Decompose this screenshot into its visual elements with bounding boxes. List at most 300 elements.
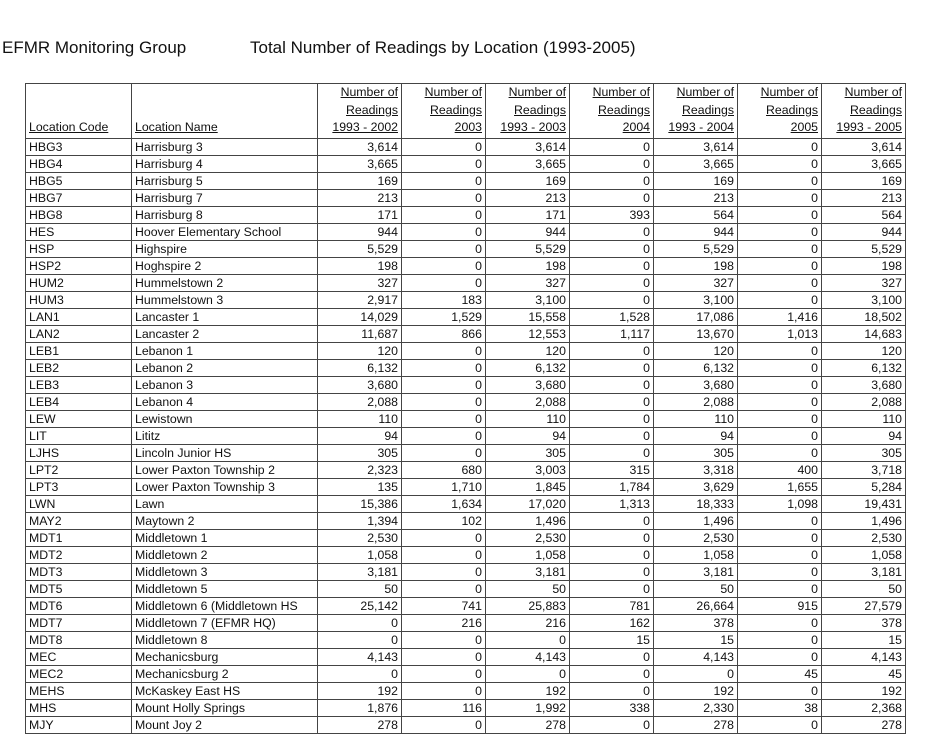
table-row bbox=[26, 716, 906, 733]
location-code-cell: MDT6 bbox=[26, 597, 132, 614]
readings-cell: 6,132 bbox=[486, 359, 570, 376]
table-body bbox=[26, 138, 906, 733]
readings-cell: 0 bbox=[570, 359, 654, 376]
location-name-cell: Lower Paxton Township 2 bbox=[132, 461, 318, 478]
table-row bbox=[26, 223, 906, 240]
table-row bbox=[26, 308, 906, 325]
readings-cell: 0 bbox=[402, 682, 486, 699]
readings-cell: 327 bbox=[654, 274, 738, 291]
table-row bbox=[26, 563, 906, 580]
location-code-cell: MEC2 bbox=[26, 665, 132, 682]
readings-cell: 0 bbox=[570, 172, 654, 189]
location-code-cell: MDT3 bbox=[26, 563, 132, 580]
readings-cell: 0 bbox=[570, 648, 654, 665]
readings-cell: 3,680 bbox=[486, 376, 570, 393]
readings-cell: 6,132 bbox=[318, 359, 402, 376]
readings-cell: 50 bbox=[654, 580, 738, 597]
location-name-cell: Lincoln Junior HS bbox=[132, 444, 318, 461]
group-name: EFMR Monitoring Group bbox=[2, 38, 187, 57]
readings-cell: 216 bbox=[486, 614, 570, 631]
readings-cell: 0 bbox=[738, 257, 822, 274]
column-header bbox=[822, 84, 906, 139]
readings-cell: 4,143 bbox=[654, 648, 738, 665]
location-name-cell: Hummelstown 2 bbox=[132, 274, 318, 291]
readings-cell: 0 bbox=[738, 359, 822, 376]
column-header-line: 1993 - 2005 bbox=[836, 120, 902, 134]
location-code-cell: MAY2 bbox=[26, 512, 132, 529]
location-code-cell: HES bbox=[26, 223, 132, 240]
location-code-cell: HSP2 bbox=[26, 257, 132, 274]
location-name-cell: Lebanon 2 bbox=[132, 359, 318, 376]
column-header bbox=[132, 84, 318, 139]
location-name-cell: Lebanon 4 bbox=[132, 393, 318, 410]
readings-cell: 0 bbox=[486, 631, 570, 648]
readings-cell: 6,132 bbox=[822, 359, 906, 376]
table-row bbox=[26, 376, 906, 393]
location-code-cell: LPT3 bbox=[26, 478, 132, 495]
readings-cell: 0 bbox=[318, 614, 402, 631]
readings-cell: 0 bbox=[570, 393, 654, 410]
location-code-cell: HUM3 bbox=[26, 291, 132, 308]
readings-cell: 0 bbox=[738, 529, 822, 546]
readings-cell: 94 bbox=[654, 427, 738, 444]
readings-cell: 110 bbox=[822, 410, 906, 427]
readings-cell: 1,496 bbox=[486, 512, 570, 529]
location-name-cell: Harrisburg 4 bbox=[132, 155, 318, 172]
readings-cell: 198 bbox=[654, 257, 738, 274]
column-header-line: Readings bbox=[682, 102, 734, 117]
location-name-cell: Harrisburg 8 bbox=[132, 206, 318, 223]
readings-cell: 169 bbox=[486, 172, 570, 189]
readings-cell: 213 bbox=[822, 189, 906, 206]
readings-cell: 25,142 bbox=[318, 597, 402, 614]
table-row bbox=[26, 138, 906, 155]
readings-cell: 315 bbox=[570, 461, 654, 478]
readings-cell: 2,368 bbox=[822, 699, 906, 716]
readings-cell: 213 bbox=[318, 189, 402, 206]
column-header bbox=[570, 84, 654, 139]
readings-cell: 0 bbox=[738, 427, 822, 444]
readings-cell: 13,670 bbox=[654, 325, 738, 342]
readings-cell: 213 bbox=[654, 189, 738, 206]
readings-cell: 0 bbox=[402, 155, 486, 172]
location-name-cell: McKaskey East HS bbox=[132, 682, 318, 699]
readings-cell: 1,496 bbox=[822, 512, 906, 529]
readings-cell: 45 bbox=[738, 665, 822, 682]
readings-cell: 338 bbox=[570, 699, 654, 716]
readings-cell: 1,876 bbox=[318, 699, 402, 716]
readings-cell: 0 bbox=[570, 257, 654, 274]
location-name-cell: Maytown 2 bbox=[132, 512, 318, 529]
readings-cell: 15 bbox=[822, 631, 906, 648]
table-row bbox=[26, 512, 906, 529]
readings-cell: 0 bbox=[738, 648, 822, 665]
readings-cell: 0 bbox=[570, 240, 654, 257]
readings-cell: 0 bbox=[738, 155, 822, 172]
column-header-line: Number of bbox=[340, 85, 398, 99]
readings-cell: 781 bbox=[570, 597, 654, 614]
readings-cell: 2,530 bbox=[486, 529, 570, 546]
table-row bbox=[26, 274, 906, 291]
readings-cell: 327 bbox=[318, 274, 402, 291]
column-header bbox=[402, 84, 486, 139]
table-row bbox=[26, 682, 906, 699]
readings-cell: 327 bbox=[822, 274, 906, 291]
location-name-cell: Highspire bbox=[132, 240, 318, 257]
table-row bbox=[26, 393, 906, 410]
table-row bbox=[26, 206, 906, 223]
readings-cell: 2,088 bbox=[318, 393, 402, 410]
location-name-cell: Mount Joy 2 bbox=[132, 716, 318, 733]
readings-cell: 0 bbox=[402, 563, 486, 580]
readings-cell: 162 bbox=[570, 614, 654, 631]
readings-cell: 15 bbox=[654, 631, 738, 648]
column-header-line: Number of bbox=[676, 85, 734, 99]
readings-cell: 0 bbox=[402, 529, 486, 546]
readings-cell: 0 bbox=[738, 189, 822, 206]
location-name-cell: Mechanicsburg 2 bbox=[132, 665, 318, 682]
readings-cell: 216 bbox=[402, 614, 486, 631]
readings-cell: 18,333 bbox=[654, 495, 738, 512]
readings-cell: 3,680 bbox=[822, 376, 906, 393]
location-name-cell: Middletown 2 bbox=[132, 546, 318, 563]
location-code-cell: MDT5 bbox=[26, 580, 132, 597]
column-header-line: Readings bbox=[598, 102, 650, 117]
location-code-cell: LEB2 bbox=[26, 359, 132, 376]
column-header-line: Number of bbox=[844, 85, 902, 99]
readings-cell: 17,020 bbox=[486, 495, 570, 512]
readings-cell: 3,614 bbox=[654, 138, 738, 155]
location-code-cell: MDT7 bbox=[26, 614, 132, 631]
table-row bbox=[26, 580, 906, 597]
column-header-line: Location Code bbox=[29, 120, 109, 134]
readings-cell: 2,530 bbox=[318, 529, 402, 546]
readings-cell: 6,132 bbox=[654, 359, 738, 376]
readings-cell: 0 bbox=[570, 427, 654, 444]
readings-cell: 0 bbox=[402, 359, 486, 376]
readings-cell: 17,086 bbox=[654, 308, 738, 325]
column-header-line: Number of bbox=[592, 85, 650, 99]
table-row bbox=[26, 172, 906, 189]
readings-cell: 0 bbox=[738, 580, 822, 597]
readings-cell: 0 bbox=[402, 444, 486, 461]
readings-cell: 0 bbox=[570, 444, 654, 461]
location-name-cell: Mount Holly Springs bbox=[132, 699, 318, 716]
readings-cell: 3,181 bbox=[486, 563, 570, 580]
column-header-line: Readings bbox=[430, 102, 482, 117]
readings-cell: 1,013 bbox=[738, 325, 822, 342]
column-header bbox=[738, 84, 822, 139]
readings-cell: 378 bbox=[822, 614, 906, 631]
readings-cell: 14,029 bbox=[318, 308, 402, 325]
table-row bbox=[26, 359, 906, 376]
column-header bbox=[318, 84, 402, 139]
column-header-line: Number of bbox=[760, 85, 818, 99]
readings-cell: 50 bbox=[822, 580, 906, 597]
readings-cell: 3,680 bbox=[654, 376, 738, 393]
location-name-cell: Middletown 5 bbox=[132, 580, 318, 597]
readings-cell: 3,718 bbox=[822, 461, 906, 478]
readings-cell: 0 bbox=[738, 563, 822, 580]
report-title: Total Number of Readings by Location (1993-2005) bbox=[250, 38, 636, 57]
location-code-cell: MEC bbox=[26, 648, 132, 665]
readings-cell: 5,529 bbox=[654, 240, 738, 257]
readings-cell: 0 bbox=[570, 546, 654, 563]
table-row bbox=[26, 427, 906, 444]
readings-cell: 0 bbox=[402, 427, 486, 444]
readings-cell: 0 bbox=[402, 138, 486, 155]
readings-cell: 0 bbox=[738, 614, 822, 631]
readings-cell: 3,181 bbox=[318, 563, 402, 580]
column-header-line: Readings bbox=[346, 102, 398, 117]
readings-cell: 1,098 bbox=[738, 495, 822, 512]
readings-cell: 0 bbox=[402, 257, 486, 274]
readings-cell: 1,058 bbox=[822, 546, 906, 563]
readings-cell: 0 bbox=[486, 665, 570, 682]
readings-cell: 1,313 bbox=[570, 495, 654, 512]
readings-cell: 192 bbox=[654, 682, 738, 699]
readings-cell: 0 bbox=[402, 580, 486, 597]
location-code-cell: LEB3 bbox=[26, 376, 132, 393]
column-header bbox=[486, 84, 570, 139]
readings-cell: 3,614 bbox=[822, 138, 906, 155]
readings-cell: 3,100 bbox=[822, 291, 906, 308]
readings-cell: 94 bbox=[822, 427, 906, 444]
readings-cell: 1,784 bbox=[570, 478, 654, 495]
readings-cell: 2,330 bbox=[654, 699, 738, 716]
readings-cell: 110 bbox=[318, 410, 402, 427]
readings-cell: 3,100 bbox=[654, 291, 738, 308]
readings-cell: 3,665 bbox=[486, 155, 570, 172]
readings-cell: 3,003 bbox=[486, 461, 570, 478]
location-name-cell: Lititz bbox=[132, 427, 318, 444]
readings-cell: 116 bbox=[402, 699, 486, 716]
readings-cell: 0 bbox=[738, 138, 822, 155]
readings-cell: 169 bbox=[318, 172, 402, 189]
location-code-cell: LAN2 bbox=[26, 325, 132, 342]
location-code-cell: LEB1 bbox=[26, 342, 132, 359]
readings-cell: 0 bbox=[570, 342, 654, 359]
table-row bbox=[26, 240, 906, 257]
readings-cell: 135 bbox=[318, 478, 402, 495]
readings-cell: 944 bbox=[654, 223, 738, 240]
readings-cell: 0 bbox=[738, 546, 822, 563]
readings-cell: 393 bbox=[570, 206, 654, 223]
readings-cell: 1,117 bbox=[570, 325, 654, 342]
column-header bbox=[654, 84, 738, 139]
readings-cell: 0 bbox=[570, 665, 654, 682]
readings-cell: 25,883 bbox=[486, 597, 570, 614]
readings-cell: 120 bbox=[318, 342, 402, 359]
readings-cell: 0 bbox=[738, 274, 822, 291]
readings-cell: 3,318 bbox=[654, 461, 738, 478]
column-header-line: Readings bbox=[514, 102, 566, 117]
readings-cell: 3,665 bbox=[822, 155, 906, 172]
table-row bbox=[26, 546, 906, 563]
location-code-cell: LIT bbox=[26, 427, 132, 444]
readings-cell: 0 bbox=[738, 291, 822, 308]
column-header-line: 2003 bbox=[454, 120, 482, 134]
readings-cell: 305 bbox=[486, 444, 570, 461]
table-row bbox=[26, 597, 906, 614]
readings-cell: 198 bbox=[822, 257, 906, 274]
readings-cell: 3,614 bbox=[486, 138, 570, 155]
readings-cell: 278 bbox=[486, 716, 570, 733]
readings-cell: 1,655 bbox=[738, 478, 822, 495]
column-header-line: 1993 - 2002 bbox=[332, 120, 398, 134]
readings-cell: 14,683 bbox=[822, 325, 906, 342]
readings-cell: 4,143 bbox=[318, 648, 402, 665]
location-code-cell: HBG7 bbox=[26, 189, 132, 206]
readings-cell: 183 bbox=[402, 291, 486, 308]
column-header-line: 2004 bbox=[622, 120, 650, 134]
readings-cell: 0 bbox=[738, 342, 822, 359]
readings-cell: 1,529 bbox=[402, 308, 486, 325]
readings-cell: 680 bbox=[402, 461, 486, 478]
location-code-cell: LAN1 bbox=[26, 308, 132, 325]
location-name-cell: Harrisburg 3 bbox=[132, 138, 318, 155]
readings-cell: 0 bbox=[402, 393, 486, 410]
readings-cell: 2,088 bbox=[654, 393, 738, 410]
readings-cell: 120 bbox=[486, 342, 570, 359]
readings-cell: 3,100 bbox=[486, 291, 570, 308]
readings-cell: 198 bbox=[318, 257, 402, 274]
readings-cell: 1,496 bbox=[654, 512, 738, 529]
readings-cell: 3,181 bbox=[822, 563, 906, 580]
location-code-cell: HBG4 bbox=[26, 155, 132, 172]
readings-cell: 0 bbox=[738, 410, 822, 427]
table-row bbox=[26, 495, 906, 512]
readings-cell: 1,058 bbox=[486, 546, 570, 563]
readings-cell: 0 bbox=[570, 155, 654, 172]
readings-cell: 1,416 bbox=[738, 308, 822, 325]
readings-cell: 50 bbox=[318, 580, 402, 597]
location-name-cell: Lebanon 3 bbox=[132, 376, 318, 393]
readings-cell: 0 bbox=[402, 342, 486, 359]
table-row bbox=[26, 189, 906, 206]
readings-cell: 564 bbox=[822, 206, 906, 223]
readings-cell: 0 bbox=[570, 291, 654, 308]
readings-cell: 5,529 bbox=[822, 240, 906, 257]
table-row bbox=[26, 461, 906, 478]
location-code-cell: HUM2 bbox=[26, 274, 132, 291]
readings-cell: 18,502 bbox=[822, 308, 906, 325]
readings-cell: 27,579 bbox=[822, 597, 906, 614]
readings-cell: 866 bbox=[402, 325, 486, 342]
readings-cell: 0 bbox=[402, 274, 486, 291]
readings-cell: 0 bbox=[738, 223, 822, 240]
readings-cell: 0 bbox=[738, 631, 822, 648]
readings-cell: 0 bbox=[738, 376, 822, 393]
location-code-cell: MHS bbox=[26, 699, 132, 716]
readings-cell: 19,431 bbox=[822, 495, 906, 512]
readings-cell: 3,665 bbox=[654, 155, 738, 172]
readings-cell: 3,629 bbox=[654, 478, 738, 495]
readings-cell: 278 bbox=[318, 716, 402, 733]
readings-cell: 1,528 bbox=[570, 308, 654, 325]
readings-cell: 110 bbox=[486, 410, 570, 427]
readings-cell: 0 bbox=[738, 206, 822, 223]
readings-cell: 0 bbox=[570, 223, 654, 240]
readings-cell: 3,614 bbox=[318, 138, 402, 155]
readings-cell: 0 bbox=[402, 648, 486, 665]
location-code-cell: MEHS bbox=[26, 682, 132, 699]
table-row bbox=[26, 325, 906, 342]
readings-cell: 0 bbox=[570, 529, 654, 546]
readings-cell: 120 bbox=[654, 342, 738, 359]
table-row bbox=[26, 631, 906, 648]
readings-cell: 171 bbox=[486, 206, 570, 223]
location-name-cell: Harrisburg 5 bbox=[132, 172, 318, 189]
readings-cell: 1,845 bbox=[486, 478, 570, 495]
readings-cell: 1,992 bbox=[486, 699, 570, 716]
column-header-line: Number of bbox=[424, 85, 482, 99]
readings-cell: 327 bbox=[486, 274, 570, 291]
readings-cell: 3,665 bbox=[318, 155, 402, 172]
location-code-cell: LWN bbox=[26, 495, 132, 512]
table-row bbox=[26, 444, 906, 461]
readings-cell: 944 bbox=[486, 223, 570, 240]
readings-cell: 4,143 bbox=[822, 648, 906, 665]
readings-cell: 0 bbox=[402, 410, 486, 427]
readings-cell: 278 bbox=[822, 716, 906, 733]
readings-cell: 38 bbox=[738, 699, 822, 716]
location-code-cell: MDT1 bbox=[26, 529, 132, 546]
readings-cell: 110 bbox=[654, 410, 738, 427]
readings-cell: 2,323 bbox=[318, 461, 402, 478]
location-code-cell: HBG3 bbox=[26, 138, 132, 155]
readings-cell: 45 bbox=[822, 665, 906, 682]
location-name-cell: Lewistown bbox=[132, 410, 318, 427]
readings-cell: 0 bbox=[654, 665, 738, 682]
readings-cell: 2,917 bbox=[318, 291, 402, 308]
readings-cell: 169 bbox=[822, 172, 906, 189]
readings-cell: 192 bbox=[486, 682, 570, 699]
readings-cell: 11,687 bbox=[318, 325, 402, 342]
location-name-cell: Lebanon 1 bbox=[132, 342, 318, 359]
readings-cell: 3,680 bbox=[318, 376, 402, 393]
readings-cell: 0 bbox=[570, 376, 654, 393]
location-name-cell: Middletown 7 (EFMR HQ) bbox=[132, 614, 318, 631]
location-name-cell: Hummelstown 3 bbox=[132, 291, 318, 308]
readings-cell: 0 bbox=[402, 206, 486, 223]
table-row bbox=[26, 529, 906, 546]
table-row bbox=[26, 257, 906, 274]
column-header-line: Location Name bbox=[135, 120, 218, 134]
column-header bbox=[26, 84, 132, 139]
readings-cell: 944 bbox=[318, 223, 402, 240]
readings-cell: 5,284 bbox=[822, 478, 906, 495]
readings-cell: 0 bbox=[402, 546, 486, 563]
readings-cell: 169 bbox=[654, 172, 738, 189]
readings-cell: 15,386 bbox=[318, 495, 402, 512]
readings-cell: 0 bbox=[402, 189, 486, 206]
report-title-bar bbox=[2, 38, 636, 58]
readings-cell: 564 bbox=[654, 206, 738, 223]
location-name-cell: Lawn bbox=[132, 495, 318, 512]
readings-cell: 0 bbox=[402, 172, 486, 189]
table-row bbox=[26, 648, 906, 665]
column-header-line: 1993 - 2004 bbox=[668, 120, 734, 134]
readings-cell: 0 bbox=[570, 274, 654, 291]
location-code-cell: HSP bbox=[26, 240, 132, 257]
readings-cell: 0 bbox=[570, 410, 654, 427]
readings-cell: 0 bbox=[570, 580, 654, 597]
readings-cell: 12,553 bbox=[486, 325, 570, 342]
table-row bbox=[26, 410, 906, 427]
readings-cell: 1,058 bbox=[318, 546, 402, 563]
readings-cell: 0 bbox=[402, 223, 486, 240]
